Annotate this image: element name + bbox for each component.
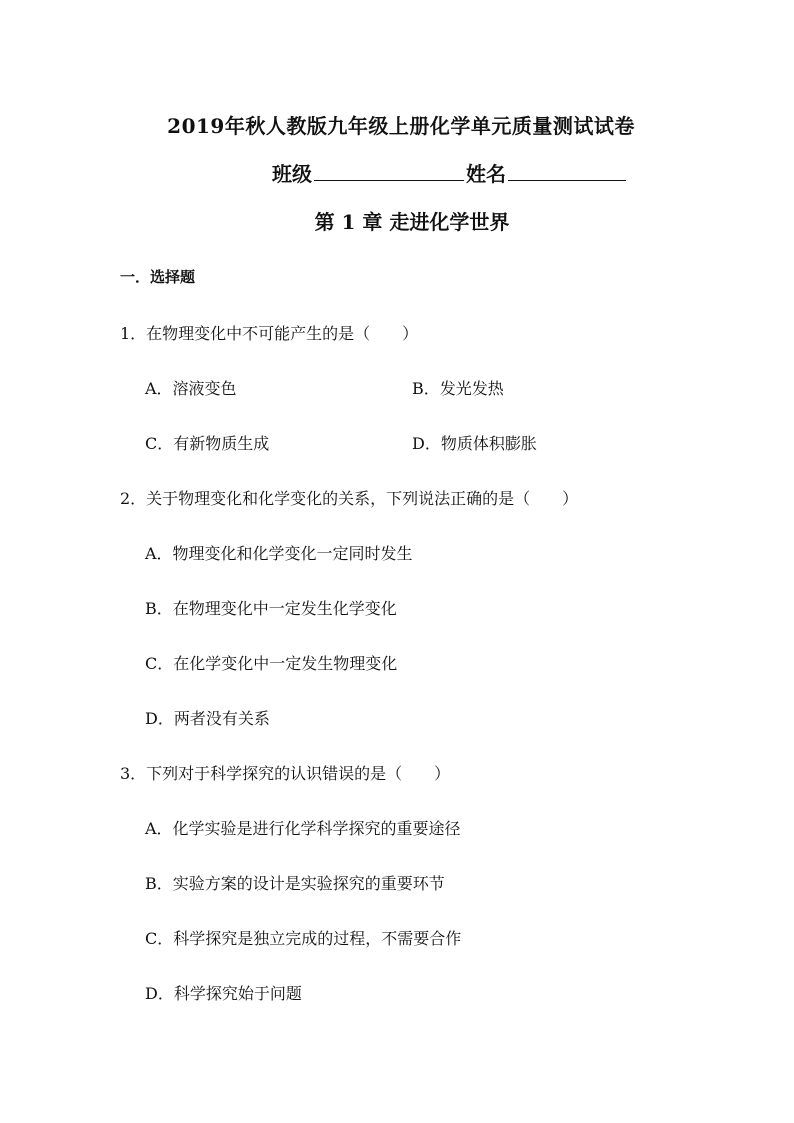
question-stem: 1．在物理变化中不可能产生的是（ ） bbox=[120, 324, 419, 343]
question-stem: 2．关于物理变化和化学变化的关系，下列说法正确的是（ ） bbox=[120, 489, 579, 508]
question-option: A．化学实验是进行化学科学探究的重要途径 bbox=[145, 819, 461, 838]
question-option: D．科学探究始于问题 bbox=[145, 984, 302, 1003]
class-label: 班级 bbox=[272, 162, 312, 186]
question-option: C．有新物质生成 bbox=[145, 434, 270, 453]
class-name-line bbox=[272, 158, 628, 187]
name-label: 姓名 bbox=[466, 162, 506, 186]
page-title: 2019年秋人教版九年级上册化学单元质量测试试卷 bbox=[167, 114, 635, 138]
question-option: A．溶液变色 bbox=[145, 379, 237, 398]
chapter-heading: 第 1 章 走进化学世界 bbox=[314, 210, 510, 234]
question-option: D．两者没有关系 bbox=[145, 709, 270, 728]
section-heading: 一．选择题 bbox=[120, 268, 196, 286]
question-option: B．在物理变化中一定发生化学变化 bbox=[145, 599, 397, 618]
class-blank bbox=[314, 160, 464, 181]
question-option: A．物理变化和化学变化一定同时发生 bbox=[145, 544, 413, 563]
question-option: C．科学探究是独立完成的过程，不需要合作 bbox=[145, 929, 462, 948]
question-option: B．实验方案的设计是实验探究的重要环节 bbox=[145, 874, 445, 893]
question-option: C．在化学变化中一定发生物理变化 bbox=[145, 654, 398, 673]
question-stem: 3．下列对于科学探究的认识错误的是（ ） bbox=[120, 764, 451, 783]
name-blank bbox=[508, 160, 626, 181]
question-option: D．物质体积膨胀 bbox=[412, 434, 537, 453]
question-option: B．发光发热 bbox=[412, 379, 504, 398]
